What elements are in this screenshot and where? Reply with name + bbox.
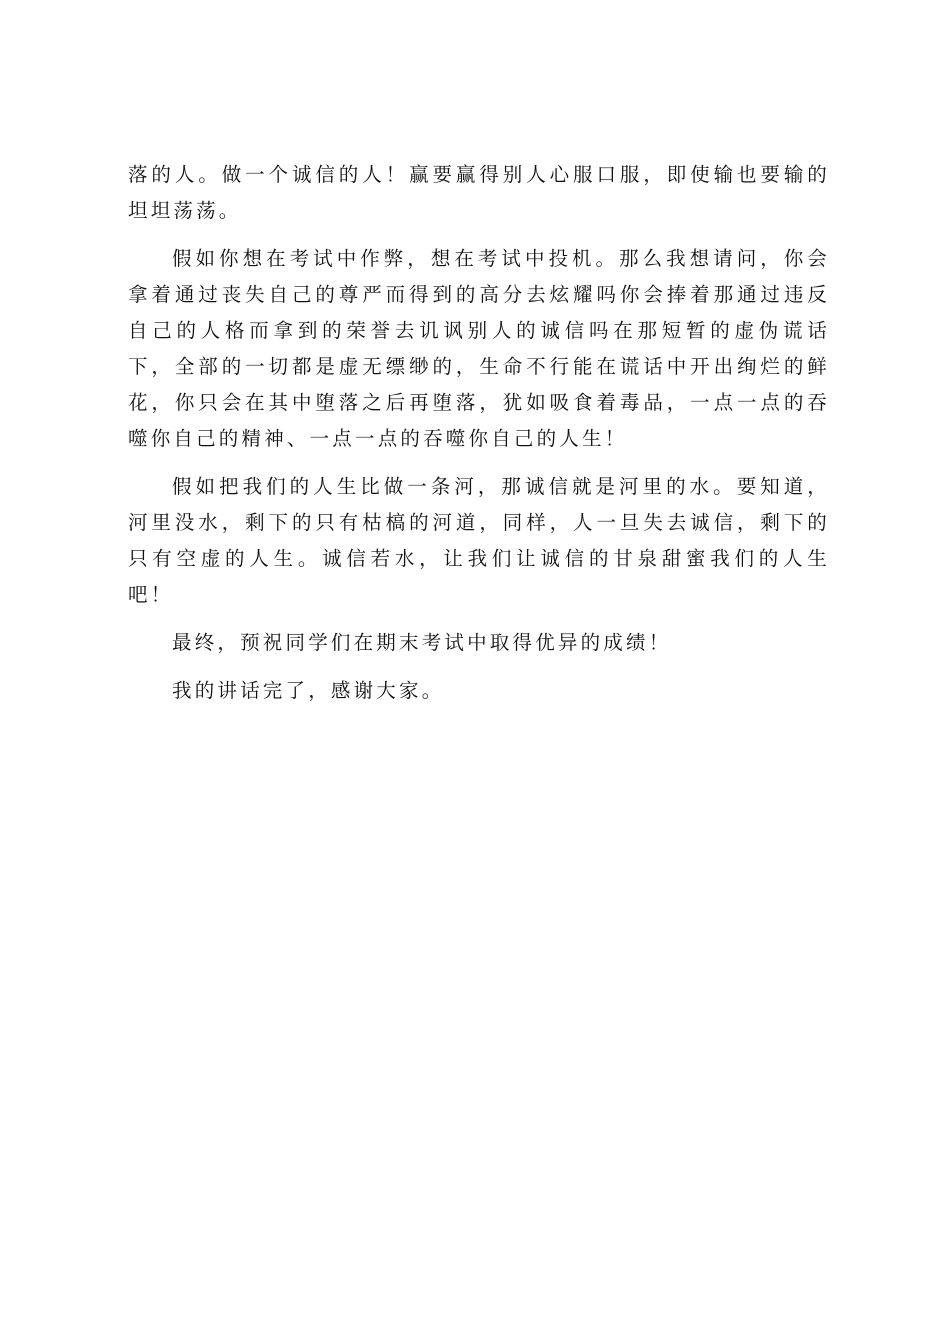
paragraph-4: 最终，预祝同学们在期末考试中取得优异的成绩！ (172, 631, 672, 654)
paragraph-5: 我的讲话完了，感谢大家。 (172, 679, 445, 702)
paragraph-3: 假如把我们的人生比做一条河，那诚信就是河里的水。要知道，河里没水，剩下的只有枯槁的河道，同样，人一旦失去诚信，剩下的只有空虚的人生。诚信若水，让我们让诚信的甘泉甜蜜我们的人生吧！ (128, 475, 830, 606)
document-body (128, 157, 830, 709)
paragraph-2: 假如你想在考试中作弊，想在考试中投机。那么我想请问，你会拿着通过丧失自己的尊严而得到的高分去炫耀吗你会捧着那通过违反自己的人格而拿到的荣誉去讥讽别人的诚信吗在那短暂的虚伪谎话下，全部的一切都是虚无缥缈的，生命不行能在谎话中开出绚烂的鲜花，你只会在其中堕落之后再堕落，犹如吸食着毒品，一点一点的吞噬你自己的精神、一点一点的吞噬你自己的人生！ (128, 247, 830, 450)
paragraph-1: 落的人。做一个诚信的人！赢要赢得别人心服口服，即使输也要输的坦坦荡荡。 (128, 163, 830, 222)
